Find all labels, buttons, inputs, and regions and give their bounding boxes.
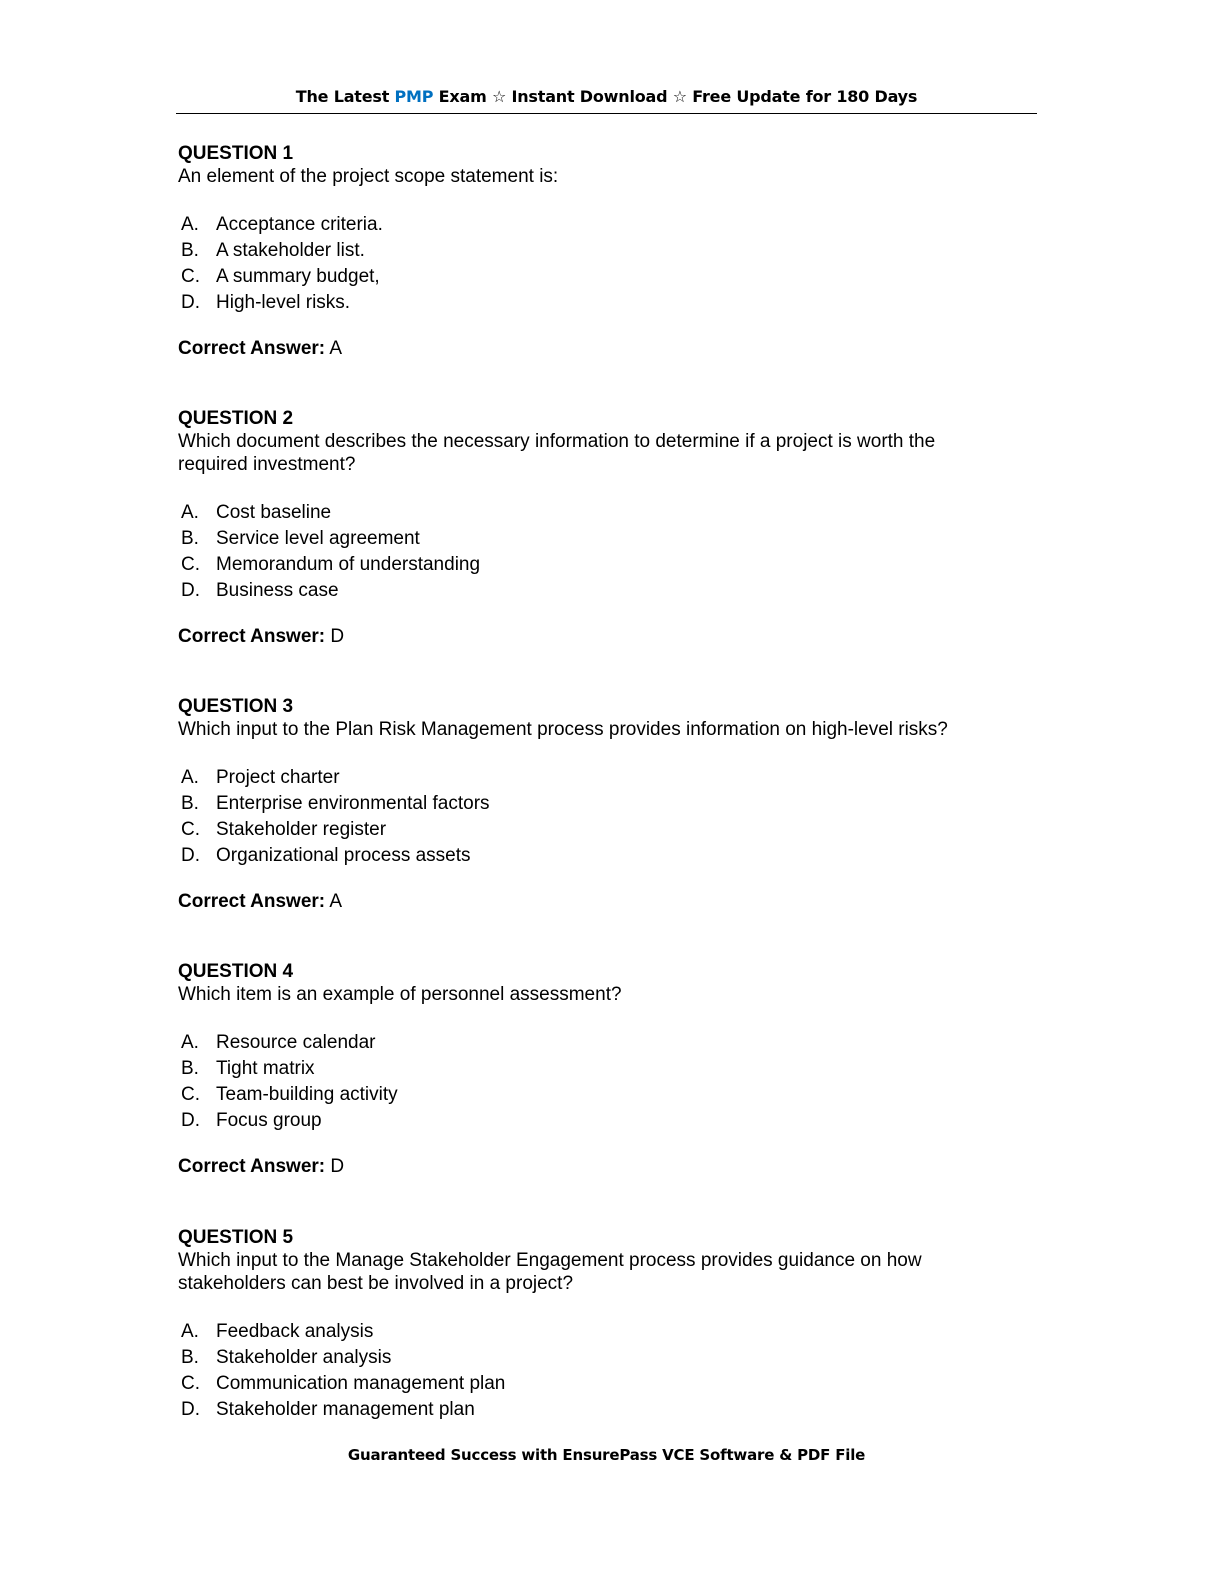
header-rule — [176, 113, 1037, 114]
question-title: QUESTION 2 — [178, 408, 294, 429]
answer-options — [178, 1031, 998, 1135]
option-letter: C. — [181, 266, 200, 287]
option-c — [178, 1083, 998, 1109]
option-d — [178, 844, 998, 870]
question-title: QUESTION 1 — [178, 143, 294, 164]
option-letter: D. — [181, 1399, 200, 1420]
correct-answer — [178, 625, 998, 648]
correct-answer-label: Correct Answer: — [178, 1156, 326, 1177]
option-text: Memorandum of understanding — [216, 554, 481, 575]
correct-answer-value: D — [330, 626, 345, 647]
option-d — [178, 291, 998, 317]
option-c — [178, 553, 998, 579]
question-text: An element of the project scope statement is: — [178, 166, 559, 187]
question-4 — [178, 960, 998, 1178]
option-c — [178, 265, 998, 291]
question-title: QUESTION 3 — [178, 696, 294, 717]
option-d — [178, 1109, 998, 1135]
option-letter: C. — [181, 554, 200, 575]
option-letter: A. — [181, 214, 199, 235]
answer-options — [178, 766, 998, 870]
correct-answer — [178, 890, 998, 913]
option-letter: D. — [181, 1110, 200, 1131]
option-letter: D. — [181, 845, 200, 866]
option-letter: B. — [181, 1058, 199, 1079]
option-a — [178, 213, 998, 239]
correct-answer-label: Correct Answer: — [178, 891, 326, 912]
option-text: Project charter — [216, 767, 340, 788]
header-text-start: The Latest — [295, 87, 395, 106]
option-b — [178, 1057, 998, 1083]
question-5 — [178, 1226, 998, 1424]
header-exam-name: PMP — [394, 87, 434, 106]
option-d — [178, 579, 998, 605]
question-text: Which input to the Plan Risk Management process provides information on high-level risks? — [178, 719, 948, 740]
option-text: Stakeholder register — [216, 819, 387, 840]
question-title: QUESTION 4 — [178, 961, 294, 982]
option-letter: B. — [181, 240, 199, 261]
answer-options — [178, 1320, 998, 1424]
question-title: QUESTION 5 — [178, 1227, 294, 1248]
option-letter: C. — [181, 1084, 200, 1105]
option-letter: D. — [181, 580, 200, 601]
header-text-end: Exam ☆ Instant Download ☆ Free Update for 180 Days — [433, 87, 918, 106]
option-text: Feedback analysis — [216, 1321, 374, 1342]
question-3 — [178, 695, 998, 913]
option-letter: A. — [181, 502, 199, 523]
option-text: A summary budget, — [216, 266, 380, 287]
option-text: A stakeholder list. — [216, 240, 365, 261]
answer-options — [178, 213, 998, 317]
page-footer: Guaranteed Success with EnsurePass VCE Software & PDF File — [347, 1446, 866, 1464]
option-letter: B. — [181, 793, 199, 814]
question-1 — [178, 142, 998, 360]
option-letter: C. — [181, 819, 200, 840]
option-letter: A. — [181, 1321, 199, 1342]
option-text: Tight matrix — [216, 1058, 315, 1079]
question-2 — [178, 407, 998, 648]
option-a — [178, 501, 998, 527]
option-text: Focus group — [216, 1110, 322, 1131]
option-text: Communication management plan — [216, 1373, 506, 1394]
option-letter: C. — [181, 1373, 200, 1394]
option-text: Enterprise environmental factors — [216, 793, 490, 814]
page-header — [176, 86, 1037, 108]
option-text: High-level risks. — [216, 292, 351, 313]
option-text: Acceptance criteria. — [216, 214, 383, 235]
option-letter: A. — [181, 767, 199, 788]
option-c — [178, 818, 998, 844]
option-b — [178, 1346, 998, 1372]
answer-options — [178, 501, 998, 605]
option-letter: A. — [181, 1032, 199, 1053]
correct-answer-label: Correct Answer: — [178, 338, 326, 359]
option-b — [178, 239, 998, 265]
option-letter: B. — [181, 528, 199, 549]
question-text: Which document describes the necessary information to determine if a project is worth the required investment? — [178, 431, 936, 475]
option-text: Team-building activity — [216, 1084, 398, 1105]
option-text: Resource calendar — [216, 1032, 376, 1053]
option-a — [178, 1031, 998, 1057]
option-text: Cost baseline — [216, 502, 332, 523]
correct-answer-value: A — [329, 891, 343, 912]
option-b — [178, 527, 998, 553]
option-c — [178, 1372, 998, 1398]
correct-answer-value: D — [330, 1156, 345, 1177]
option-a — [178, 766, 998, 792]
question-text: Which input to the Manage Stakeholder Engagement process provides guidance on how stakeholders can best be involved in a project? — [178, 1250, 922, 1294]
option-text: Stakeholder analysis — [216, 1347, 392, 1368]
option-letter: D. — [181, 292, 200, 313]
option-text: Stakeholder management plan — [216, 1399, 475, 1420]
option-d — [178, 1398, 998, 1424]
option-a — [178, 1320, 998, 1346]
option-text: Business case — [216, 580, 339, 601]
correct-answer — [178, 337, 998, 360]
question-text: Which item is an example of personnel assessment? — [178, 984, 622, 1005]
option-text: Organizational process assets — [216, 845, 471, 866]
correct-answer-label: Correct Answer: — [178, 626, 326, 647]
correct-answer-value: A — [329, 338, 343, 359]
correct-answer — [178, 1155, 998, 1178]
option-text: Service level agreement — [216, 528, 420, 549]
option-letter: B. — [181, 1347, 199, 1368]
option-b — [178, 792, 998, 818]
